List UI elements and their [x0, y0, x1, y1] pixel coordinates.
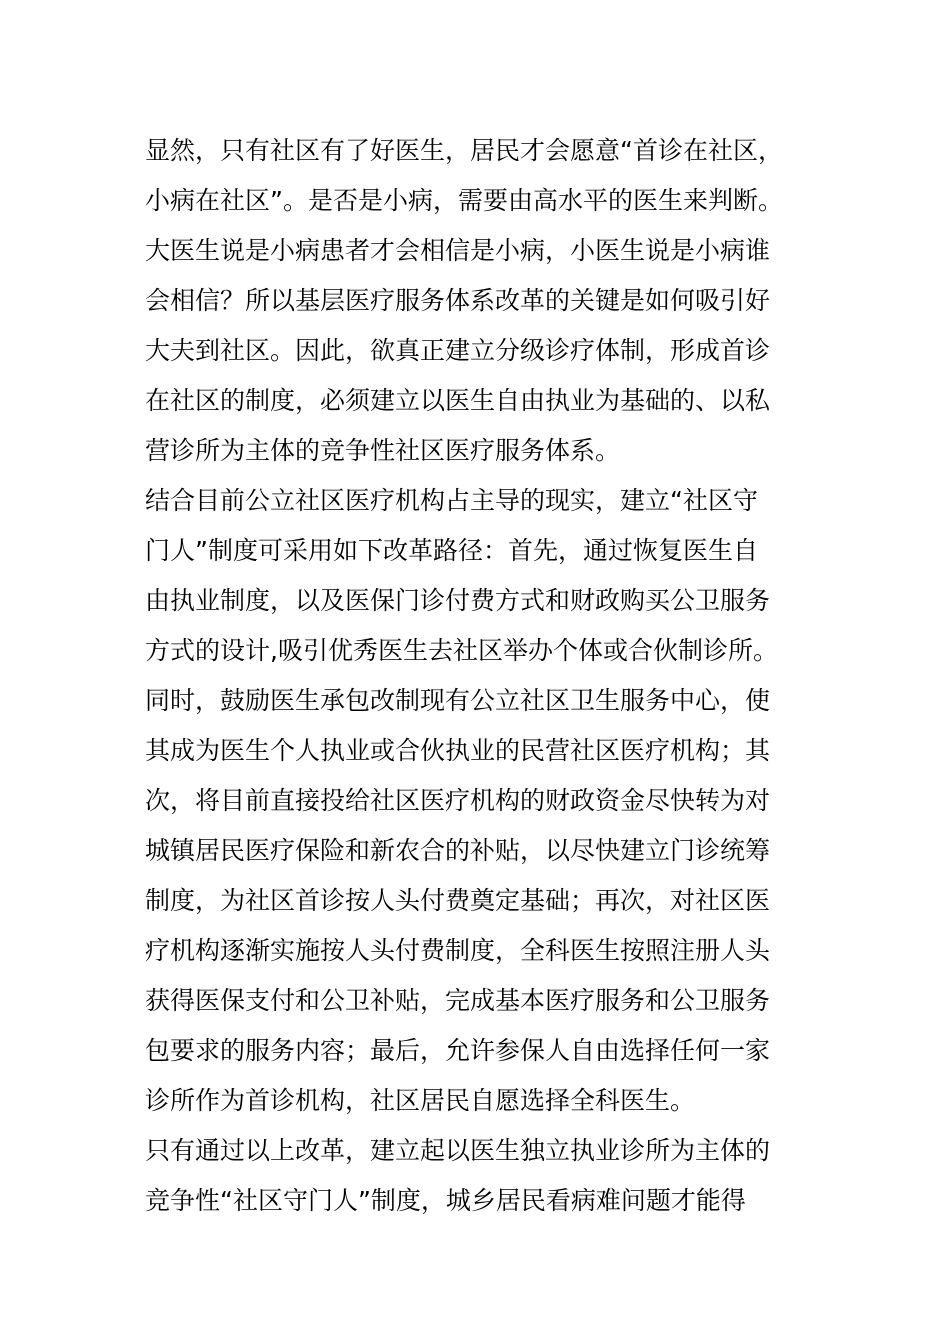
- text-line: 方式的设计,吸引优秀医生去社区举办个体或合伙制诊所。: [145, 636, 778, 665]
- text-line: 竞争性“社区守门人”制度，城乡居民看病难问题才能得: [145, 1186, 746, 1215]
- text-line: 其成为医生个人执业或合伙执业的民营社区医疗机构；其: [145, 736, 771, 765]
- document-body: [145, 126, 795, 1226]
- paragraph-1: [145, 126, 795, 476]
- text-line: 营诊所为主体的竞争性社区医疗服务体系。: [145, 436, 621, 465]
- text-line: 只有通过以上改革，建立起以医生独立执业诊所为主体的: [145, 1136, 771, 1165]
- text-line: 制度，为社区首诊按人头付费奠定基础；再次，对社区医: [145, 886, 771, 915]
- text-line: 城镇居民医疗保险和新农合的补贴，以尽快建立门诊统筹: [145, 836, 771, 865]
- text-line: 结合目前公立社区医疗机构占主导的现实，建立“社区守: [145, 486, 758, 515]
- text-line: 大医生说是小病患者才会相信是小病，小医生说是小病谁: [145, 236, 771, 265]
- text-line: 门人”制度可采用如下改革路径：首先，通过恢复医生自: [145, 536, 758, 565]
- text-line: 次，将目前直接投给社区医疗机构的财政资金尽快转为对: [145, 786, 771, 815]
- paragraph-2: [145, 476, 795, 1126]
- text-line: 包要求的服务内容；最后，允许参保人自由选择任何一家: [145, 1036, 771, 1065]
- text-line: 在社区的制度，必须建立以医生自由执业为基础的、以私: [145, 386, 771, 415]
- text-line: 显然，只有社区有了好医生，居民才会愿意“首诊在社区，: [145, 136, 783, 165]
- text-line: 疗机构逐渐实施按人头付费制度，全科医生按照注册人头: [145, 936, 771, 965]
- paragraph-3: [145, 1126, 795, 1226]
- text-line: 获得医保支付和公卫补贴，完成基本医疗服务和公卫服务: [145, 986, 771, 1015]
- text-line: 大夫到社区。因此，欲真正建立分级诊疗体制，形成首诊: [145, 336, 771, 365]
- text-line: 同时，鼓励医生承包改制现有公立社区卫生服务中心，使: [145, 686, 771, 715]
- text-line: 会相信？所以基层医疗服务体系改革的关键是如何吸引好: [145, 286, 771, 315]
- text-line: 由执业制度，以及医保门诊付费方式和财政购买公卫服务: [145, 586, 771, 615]
- text-line: 诊所作为首诊机构，社区居民自愿选择全科医生。: [145, 1086, 696, 1115]
- text-line: 小病在社区”。是否是小病，需要由高水平的医生来判断。: [145, 186, 783, 215]
